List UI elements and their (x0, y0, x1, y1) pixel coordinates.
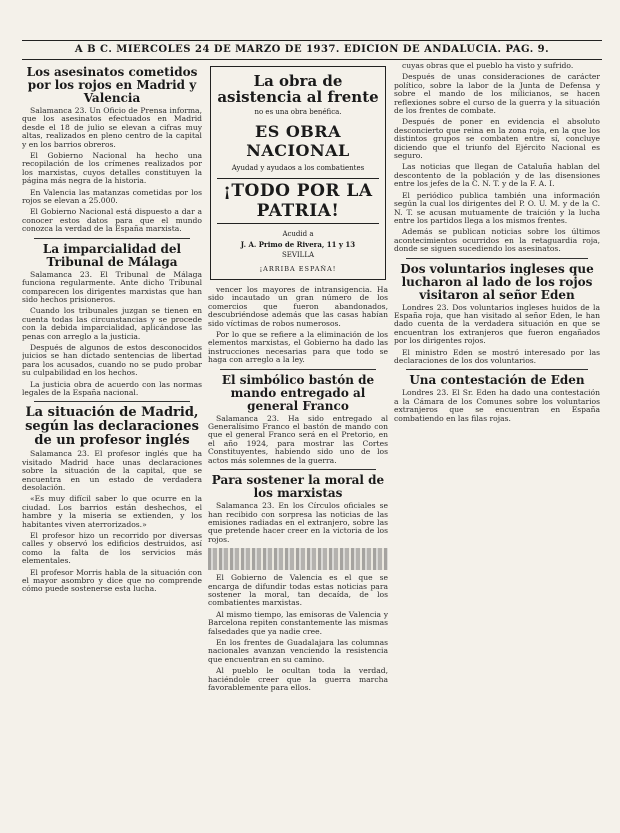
ad-subtitle-3: Acudid a (282, 230, 314, 238)
article-1-headline: Dos voluntarios ingleses que lucharon al lado de los rojos visitaron al señor Eden (400, 261, 594, 302)
article-3-headline: La situación de Madrid, según las declaraciones de un profesor inglés (25, 405, 199, 449)
article-3-paragraph: «Es muy difícil saber lo que ocurre en la ciudad. Los barrios están deshechos, el hambre y la miseria se extienden, y los habitantes viven aterrorizados.» (22, 494, 202, 529)
divider (34, 238, 190, 239)
article-3-paragraph: El profesor hizo un recorrido por diversas calles y observó los edificios destruidos, así como la falta de los servicios más elementales. (22, 531, 202, 566)
article-2-paragraph: Cuando los tribunales juzgan se tienen en cuenta todas las circunstancias y se procede con la debida imparcialidad, aplicándose las penas con arreglo a la justicia. (22, 306, 202, 341)
column-1 (22, 62, 202, 821)
ad-slogan: ¡TODO POR LA PATRIA! (217, 178, 379, 224)
article-1-paragraph: Salamanca 23. Un Oficio de Prensa informa, que los asesinatos efectuados en Madrid desde el 18 de julio se elevan a cifras muy altas, realizados en pleno centro de la capital y en los barrios obreros. (22, 106, 202, 149)
ad-address: J. A. Primo de Rivera, 11 y 13 (240, 240, 356, 249)
article-2-paragraph: La justicia obra de acuerdo con las normas legales de la España nacional. (22, 379, 202, 397)
column-3 (394, 62, 600, 821)
article-1-headline: Los asesinatos cometidos por los rojos en Madrid y Valencia (26, 65, 198, 105)
article-1-paragraph: Londres 23. Dos voluntarios ingleses huidos de la España roja, que han visitado al señor Eden, le han dado cuenta de la verdadera situación en que se encuentran los extranjeros que fueron engañados por los dirigentes rojos. (394, 302, 600, 346)
article-1-paragraph: El ministro Eden se mostró interesado por las declaraciones de los dos voluntarios. (394, 347, 600, 365)
article-2-paragraph: Después de algunos de estos desconocidos juicios se han dictado sentencias de libertad para los acusados, cuando no se pudo probar su culpabilidad en los hechos. (22, 342, 202, 378)
article-1-headline: El simbólico bastón de mando entregado al general Franco (221, 372, 375, 413)
article-2-paragraph: Al pueblo le ocultan toda la verdad, haciéndole creer que la guerra marcha favorablemente para ellos. (208, 666, 388, 692)
divider (34, 401, 190, 402)
divider (406, 258, 588, 259)
divider (220, 369, 376, 370)
article-2-paragraph: Salamanca 23. El Tribunal de Málaga funciona regularmente. Ante dicho Tribunal comparecen los dirigentes marxistas que han sido hechos prisioneros. (22, 269, 202, 304)
article-0-paragraph: Después de poner en evidencia el absoluto desconcierto que reina en la zona roja, en la que los distintos grupos se combaten entre sí, concluye diciendo que el triunfo del Ejército Nacional es seguro. (394, 117, 600, 161)
article-2-paragraph: En los frentes de Guadalajara las columnas nacionales avanzan venciendo la resistencia que encuentran en su camino. (208, 637, 388, 664)
article-2-headline: La imparcialidad del Tribunal de Málaga (42, 241, 182, 269)
article-2-paragraph: Londres 23. El Sr. Eden ha dado una contestación a la Cámara de los Comunes sobre los voluntarios extranjeros que se encuentran en España combatiendo en las filas rojas. (394, 388, 600, 423)
ad-title-2: ES OBRA NACIONAL (246, 122, 350, 160)
article-3-paragraph: Salamanca 23. El profesor inglés que ha visitado Madrid hace unas declaraciones sobre la situación de la capital, que se encuentra en un estado de verdadera desolación. (22, 449, 202, 492)
article-0-paragraph: vencer los mayores de intransigencia. Ha sido incautado un gran número de los comercios que fueron abandonados, descubriéndose además que las casas habían sido víctimas de robos numerosos. (208, 285, 388, 328)
ad-subtitle: no es una obra benéfica. (254, 108, 342, 116)
article-2-paragraph: El Gobierno de Valencia es el que se encarga de difundir todas estas noticias para sostener la moral, tan decaída, de los combatientes marxistas. (208, 573, 388, 608)
article-1-paragraph: En Valencia las matanzas cometidas por los rojos se elevan a 25.000. (22, 187, 202, 206)
article-3-paragraph: El profesor Morris habla de la situación con el mayor asombro y dice que no comprende cómo puede sostenerse esta lucha. (22, 567, 202, 594)
article-2-paragraph: Al mismo tiempo, las emisoras de Valencia y Barcelona repiten constantemente las mismas falsedades que ya nadie cree. (208, 609, 388, 636)
article-0-paragraph: cuyas obras que el pueblo ha visto y sufrido. (402, 62, 574, 70)
ad-city: SEVILLA (281, 251, 315, 259)
column-2 (208, 62, 388, 821)
article-2-headline: Una contestación de Eden (409, 373, 585, 388)
article-0-paragraph: Además se publican noticias sobre los últimos acontecimientos ocurridos en la retaguardia roja, donde se siguen sucediendo los asesinatos. (394, 227, 600, 254)
masthead: A B C. MIERCOLES 24 DE MARZO DE 1937. EDICION DE ANDALUCIA. PAG. 9. (22, 40, 602, 60)
article-0-paragraph: Las noticias que llegan de Cataluña hablan del descontento de la población y de las disensiones entre los jefes de la C. N. T. y de la F. A. I. (394, 162, 600, 189)
article-1-paragraph: El Gobierno Nacional ha hecho una recopilación de los crímenes realizados por los marxistas, cuyos detalles constituyen la página más negra de la historia. (22, 151, 202, 186)
ad-subtitle-2: Ayudad y ayudaos a los combatientes (231, 164, 365, 172)
ad-footer: ¡ARRIBA ESPAÑA! (259, 265, 337, 273)
divider (220, 469, 376, 470)
article-2-paragraph: Salamanca 23. En los Círculos oficiales se han recibido con sorpresa las noticias de las emisiones radiadas en el extranjero, sobre las que pretende hacer creer en la victoria de los rojos. (208, 501, 388, 544)
article-0-paragraph: Después de unas consideraciones de carácter político, sobre la labor de la Junta de Defensa y sobre el mando de los milicianos, se hacen reflexiones sobre el curso de la guerra y la situación de los frentes de combate. (394, 72, 600, 116)
ink-smudge (208, 548, 388, 570)
advertisement-box (210, 66, 386, 280)
article-1-paragraph: El Gobierno Nacional está dispuesto a dar a conocer estos datos para que el mundo conozca la verdad de la España marxista. (22, 207, 202, 234)
article-0-paragraph: Por lo que se refiere a la eliminación de los elementos marxistas, el Gobierno ha dado las instrucciones necesarias para que todo se haga con arreglo a la ley. (208, 330, 388, 365)
divider (406, 369, 588, 370)
article-1-paragraph: Salamanca 23. Ha sido entregado al Generalísimo Franco el bastón de mando con que el general Franco será en el Pretorio, en el año 1924, para mostrar las Cortes Constituyentes, habiendo sido uno de los actos más solemnes de la guerra. (208, 413, 388, 465)
article-2-headline: Para sostener la moral de los marxistas (211, 473, 385, 501)
article-0-paragraph: El periódico publica también una información según la cual los dirigentes del P. O. U. M. y de la C. N. T. se acusan mutuamente de traición y la lucha entre los partidos llega a los mismos frentes. (394, 190, 600, 225)
ad-title: La obra de asistencia al frente (217, 72, 379, 106)
